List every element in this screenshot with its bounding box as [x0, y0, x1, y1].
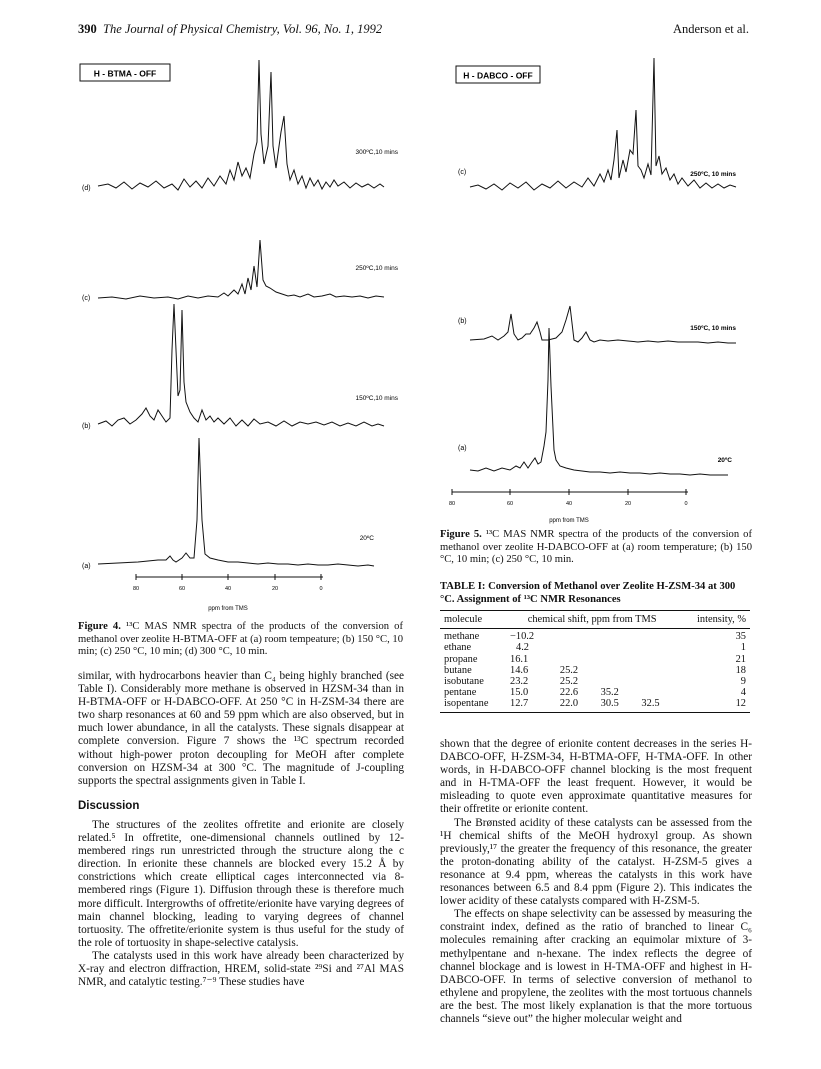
- table-cell: 32.5: [637, 698, 678, 712]
- spectrum-c-condition: 250ºC,10 mins: [355, 265, 398, 272]
- left-paragraph-1: similar, with hydrocarbons heavier than C₄ being highly branched (see Table I). Considerably more methane is observed in HZSM-34 than in H-BTMA-OFF or H-DABCO-OFF. At 250 °C in H-ZSM-34 there are two sharp resonances at 60 and 59 ppm which are also observed, but in much lower abundance, in all the catalysts. These signals disappear at complete conversion. Figure 7 shows the ¹³C spectrum recorded without high-power proton decoupling for MeOH after complete conversion on HZSM-34 at 300 °C. The magnitude of J-coupling supports the spectral assignments given in Table I.: [78, 670, 404, 787]
- table-cell: [556, 654, 597, 665]
- table-cell: isopentane: [440, 698, 506, 712]
- figure-4: [78, 50, 408, 637]
- spectrum-a-label: (a): [82, 563, 91, 570]
- table-cell: [597, 654, 638, 665]
- table-cell: 14.6: [510, 664, 529, 676]
- fig5-spectrum-c-label: (c): [458, 169, 467, 176]
- table-cell: 15.0: [510, 687, 529, 699]
- table-header-row: [440, 611, 750, 629]
- table-cell: 30.5: [597, 698, 638, 712]
- left-paragraph-3: The catalysts used in this work have already been characterized by X-ray and electron diffraction, HREM, solid-state ²⁹Si and ²⁷Al MAS NMR, and catalytic testing.⁷⁻⁹ These studies have: [78, 949, 404, 989]
- spectrum-b-condition: 150ºC,10 mins: [355, 395, 398, 402]
- table-cell: 9: [740, 676, 746, 688]
- table-cell: propane: [444, 653, 478, 665]
- figure-4-spectra: [78, 50, 408, 632]
- table-cell: 4.2: [516, 642, 530, 654]
- spectrum-b-trace: [98, 304, 384, 426]
- table-row: [440, 665, 750, 676]
- table-cell: [637, 629, 678, 643]
- table-header-intensity: intensity, %: [678, 611, 750, 629]
- spectrum-d-condition: 300ºC,10 mins: [355, 149, 398, 156]
- figure-5-tick-60: 60: [506, 501, 514, 507]
- table-cell: [597, 676, 638, 687]
- table-cell: [597, 665, 638, 676]
- table-row: [440, 629, 750, 643]
- fig5-spectrum-a-condition: 20ºC: [717, 457, 732, 464]
- figure-4-tick-40: 40: [224, 586, 232, 592]
- figure-5-caption-label: Figure 5.: [440, 529, 482, 540]
- table-cell: 22.0: [556, 698, 597, 712]
- table-cell: [637, 642, 678, 653]
- figure-4-axis-label: ppm from TMS: [208, 606, 248, 612]
- figure-5-tick-40: 40: [565, 501, 573, 507]
- table-cell: [637, 665, 678, 676]
- spectrum-b-label: (b): [82, 423, 91, 430]
- table-1: [440, 610, 750, 713]
- table-cell: pentane: [444, 687, 477, 699]
- figure-4-caption: [78, 621, 403, 659]
- discussion-heading: Discussion: [78, 799, 140, 812]
- spectrum-a-condition: 20ºC: [359, 535, 374, 542]
- table-row: [440, 642, 750, 653]
- page-number: 390: [78, 22, 97, 36]
- figure-5-caption: [440, 529, 752, 567]
- fig5-spectrum-c-condition: 250ºC, 10 mins: [690, 171, 736, 178]
- running-authors: Anderson et al.: [672, 22, 749, 36]
- figure-4-caption-text: ¹³C MAS NMR spectra of the products of the conversion of methanol over zeolite H-BTMA-OFF at (a) room tempeature; (b) 150 °C, 10 min; (c) 250 °C, 10 min; (d) 300 °C, 10 min.: [78, 621, 403, 658]
- table-cell: 35: [735, 631, 746, 643]
- table-header-molecule: molecule: [440, 611, 506, 629]
- figure-5-tick-0: 0: [684, 501, 688, 507]
- table-cell: 18: [735, 664, 746, 676]
- figure-5: [438, 50, 758, 535]
- spectrum-c-label: (c): [82, 295, 91, 302]
- table-cell: [597, 629, 638, 643]
- right-paragraph-3: The effects on shape selectivity can be assessed by measuring the constraint index, defined as the ratio of branched to linear C₆ molecules remaining after cracking an equimolar mixture of 3-methylpentane and n-hexane. The index reflects the degree of channel blockage and is lowest in H-TMA-OFF and highest in H-DABCO-OFF. In terms of selective conversion of methanol to ethylene and propylene, the zeolites with the most tortuous channels are the best. The most likely explanation is that the more tortuous channels “sieve out” the higher molecular weight and: [440, 908, 752, 1025]
- table-cell: 35.2: [600, 687, 619, 699]
- fig5-spectrum-a-trace: [470, 328, 728, 475]
- table-cell: [637, 687, 678, 698]
- table-row: [440, 676, 750, 687]
- fig5-spectrum-b-condition: 150ºC, 10 mins: [690, 325, 736, 332]
- fig5-spectrum-a-label: (a): [458, 445, 467, 452]
- table-row: [440, 698, 750, 712]
- spectrum-c-trace: [98, 240, 384, 299]
- figure-4-tick-20: 20: [271, 586, 279, 592]
- figure-4-tick-0: 0: [319, 586, 323, 592]
- table-cell: butane: [444, 664, 472, 676]
- table-cell: [556, 642, 597, 653]
- table-cell: 22.6: [559, 687, 579, 699]
- figure-4-title: H - BTMA - OFF: [93, 68, 157, 79]
- table-cell: 12.7: [506, 698, 556, 712]
- figure-5-axis-label: ppm from TMS: [549, 518, 589, 524]
- right-column: [440, 738, 752, 1026]
- table-cell: −10.2: [510, 631, 535, 643]
- right-paragraph-1: shown that the degree of erionite content decreases in the series H-DABCO-OFF, H-ZSM-34, H-BTMA-OFF, H-TMA-OFF. In other words, in H-DABCO-OFF channel blocking is the most frequent and in H-TMA-OFF the least frequent. However, it would be misleading to quote even approximate quantitative measures for their offretite or erionite content.: [440, 738, 752, 816]
- table-row: [440, 687, 750, 698]
- table-cell: 25.2: [559, 676, 579, 688]
- table-cell: [556, 629, 597, 643]
- spectrum-d-label: (d): [82, 185, 91, 192]
- right-paragraph-2: The Brønsted acidity of these catalysts can be assessed from the ¹H chemical shifts of the MeOH hydroxyl group. As shown previously,¹⁷ the greater the frequency of this resonance, the greater the proton-donating ability of the catalyst. H-ZSM-5 gives a resonance at 9.4 ppm, whereas the catalysts in this work have resonances between 6.5 and 8.4 ppm (Figure 2). This indicates the lower acidity of these catalysts compared with H-ZSM-5.: [440, 816, 752, 908]
- figure-5-tick-80: 80: [448, 501, 456, 507]
- figure-5-caption-text: ¹³C MAS NMR spectra of the products of the conversion of methanol over zeolite H-DABCO-OFF at (a) room temperature; (b) 150 °C, 10 min; (c) 250 °C, 10 min.: [440, 529, 752, 566]
- left-paragraph-2: The structures of the zeolites offretite and erionite are closely related.⁵ In offretite, one-dimensional channels outlined by 12-membered rings run unrestricted through the structure along the c direction. In erionite these channels are blocked every 15.2 Å by constrictions which create elliptical cages interconnected via 8-membered rings (Figure 1). Diffusion through these is therefore much more difficult. Intergrowths of offretite/erionite have varying degrees of main channel blocking, leading to varying degrees of channel tortuosity. The offretite/erionite system is thus useful for the study of the role of tortuosity in shape-selective catalysis.: [78, 818, 404, 949]
- left-column: [78, 670, 404, 989]
- table-cell: 1: [740, 642, 746, 654]
- table-header-shift: chemical shift, ppm from TMS: [506, 611, 678, 629]
- journal-citation: The Journal of Physical Chemistry, Vol. 96, No. 1, 1992: [103, 22, 383, 36]
- spectrum-d-trace: [98, 60, 384, 190]
- figure-5-title: H - DABCO - OFF: [463, 70, 533, 81]
- table-cell: [597, 642, 638, 653]
- figure-4-tick-80: 80: [132, 586, 140, 592]
- table-cell: 21: [735, 653, 746, 665]
- table-cell: 25.2: [559, 664, 579, 676]
- figure-5-spectra: [438, 50, 758, 530]
- table-1-title: TABLE I: Conversion of Methanol over Zeolite H-ZSM-34 at 300 °C. Assignment of ¹³C NMR Resonances: [440, 581, 736, 605]
- table-cell: [637, 676, 678, 687]
- table-cell: [637, 654, 678, 665]
- figure-5-tick-20: 20: [624, 501, 632, 507]
- table-cell: 12: [678, 698, 750, 712]
- figure-4-caption-label: Figure 4.: [78, 621, 121, 632]
- spectrum-a-trace: [98, 438, 374, 566]
- figure-4-tick-60: 60: [178, 586, 186, 592]
- fig5-spectrum-b-label: (b): [458, 318, 467, 325]
- table-cell: 23.2: [510, 676, 529, 688]
- table-cell: methane: [444, 631, 480, 643]
- table-cell: ethane: [444, 642, 472, 654]
- table-row: [440, 654, 750, 665]
- table-cell: 4: [740, 687, 746, 699]
- table-cell: 16.1: [510, 653, 529, 665]
- page-header: [78, 22, 382, 37]
- table-cell: isobutane: [444, 676, 484, 688]
